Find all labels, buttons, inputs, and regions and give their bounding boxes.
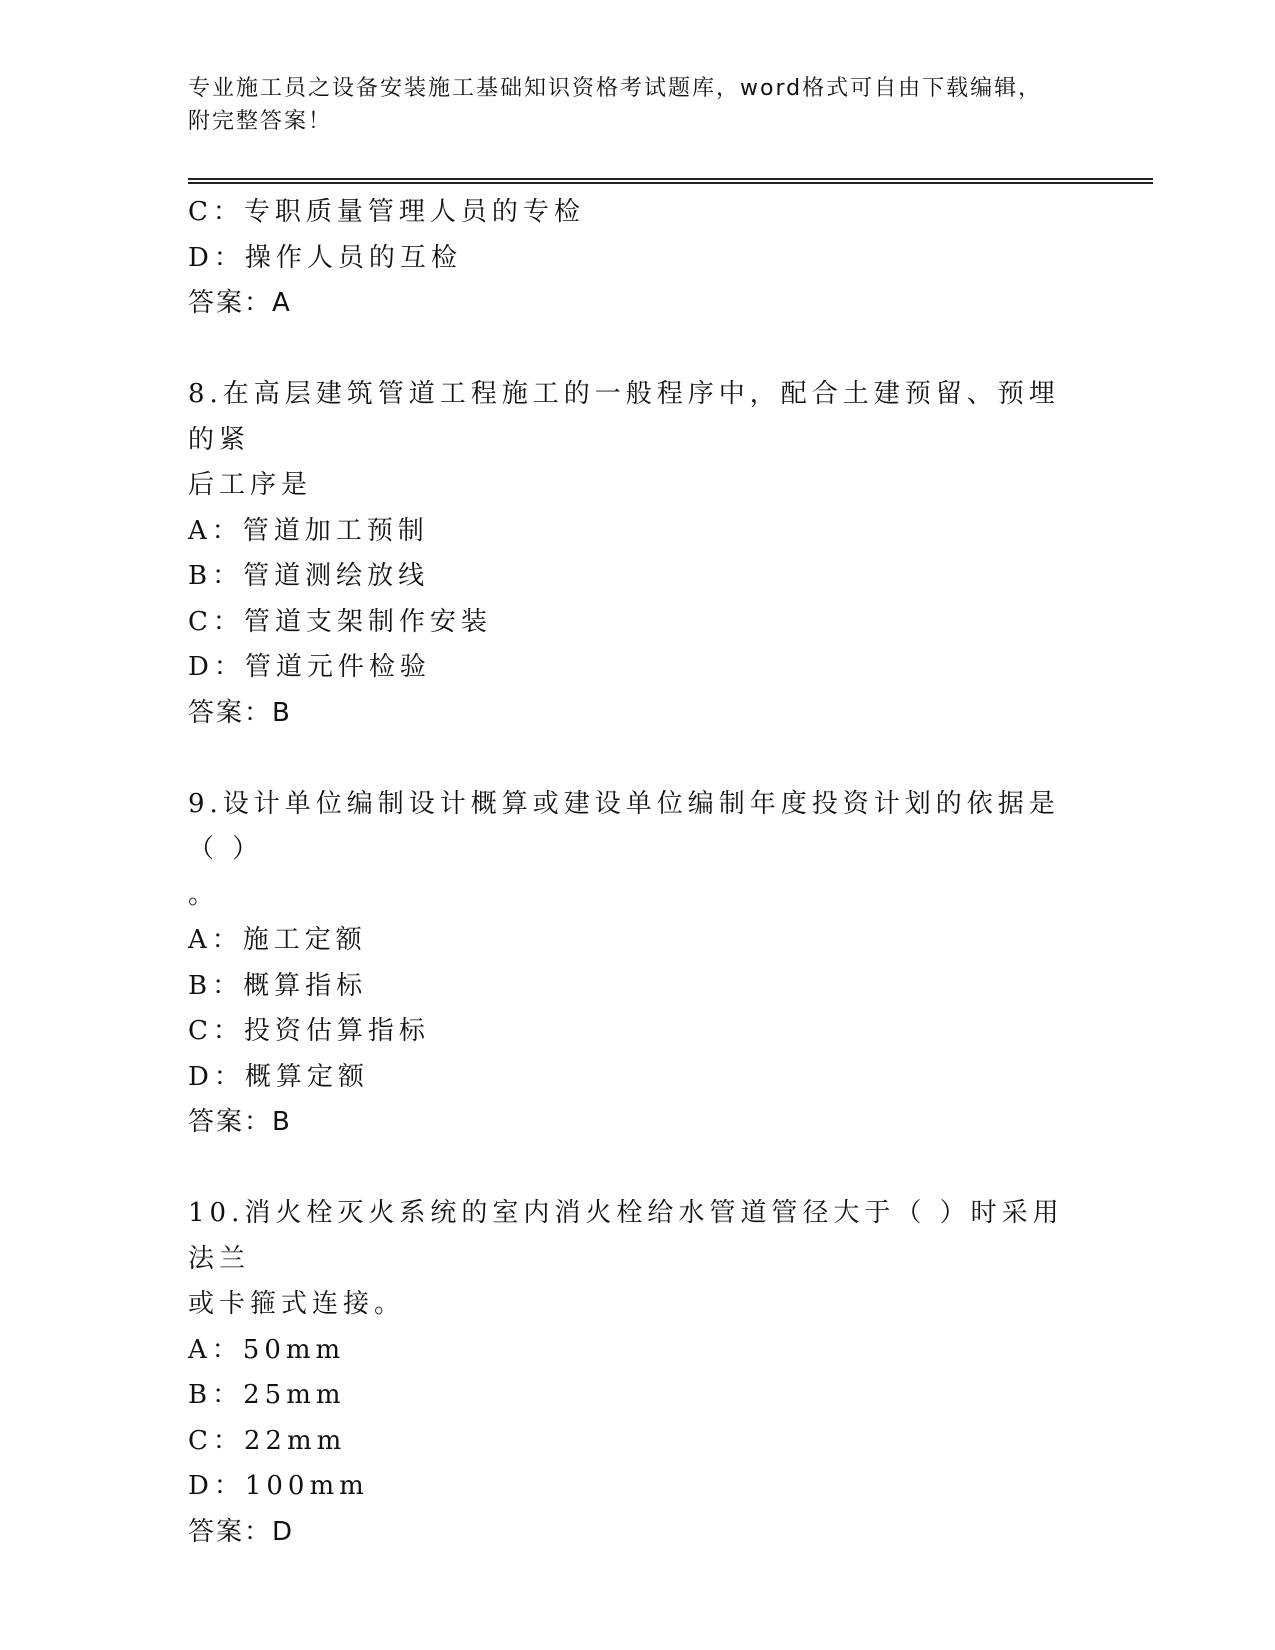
option-b: B：概算指标 bbox=[188, 970, 368, 1001]
question-block-prev bbox=[188, 190, 1068, 327]
option-c: C：投资估算指标 bbox=[188, 1016, 430, 1046]
option-d: D：操作人员的互检 bbox=[188, 242, 462, 273]
question-block-10 bbox=[188, 1191, 1068, 1555]
question-text-line-2: 后工序是 bbox=[188, 470, 313, 500]
document-page bbox=[188, 0, 1153, 1650]
question-content bbox=[188, 190, 1068, 1555]
spacer bbox=[188, 327, 1068, 373]
answer-line: 答案：B bbox=[188, 1107, 292, 1137]
option-b: B：管道测绘放线 bbox=[188, 561, 430, 591]
question-text-line-2: 或卡箍式连接。 bbox=[188, 1289, 406, 1319]
option-a: A：施工定额 bbox=[188, 925, 367, 955]
option-d: D：管道元件检验 bbox=[188, 652, 431, 682]
option-c: C：专职质量管理人员的专检 bbox=[188, 197, 585, 227]
header-rule-top bbox=[188, 178, 1153, 180]
question-text-line-2: 。 bbox=[188, 879, 220, 910]
option-a: A：50mm bbox=[188, 1334, 346, 1365]
header-line-1: 专业施工员之设备安装施工基础知识资格考试题库，word格式可自由下载编辑， bbox=[188, 76, 1043, 101]
header-rule-bottom bbox=[188, 182, 1153, 184]
option-a: A：管道加工预制 bbox=[188, 515, 429, 546]
question-block-9 bbox=[188, 782, 1068, 1146]
option-b: B：25mm bbox=[188, 1380, 346, 1410]
answer-line: 答案：B bbox=[188, 697, 292, 728]
spacer bbox=[188, 1146, 1068, 1192]
question-block-8 bbox=[188, 372, 1068, 736]
option-c: C：管道支架制作安装 bbox=[188, 606, 492, 637]
spacer bbox=[188, 736, 1068, 782]
document-header bbox=[188, 72, 1068, 138]
answer-line: 答案：A bbox=[188, 288, 292, 318]
header-line-2: 附完整答案！ bbox=[188, 109, 333, 134]
option-c: C：22mm bbox=[188, 1425, 347, 1456]
option-d: D：概算定额 bbox=[188, 1061, 369, 1092]
question-text-line-1: 9.设计单位编制设计概算或建设单位编制年度投资计划的依据是（ ） bbox=[188, 788, 1060, 864]
question-text-line-1: 8.在高层建筑管道工程施工的一般程序中，配合土建预留、预埋的紧 bbox=[188, 379, 1060, 455]
answer-line: 答案：D bbox=[188, 1516, 295, 1547]
question-text-line-1: 10.消火栓灭火系统的室内消火栓给水管道管径大于（ ）时采用法兰 bbox=[188, 1198, 1064, 1274]
option-d: D：100mm bbox=[188, 1471, 369, 1501]
